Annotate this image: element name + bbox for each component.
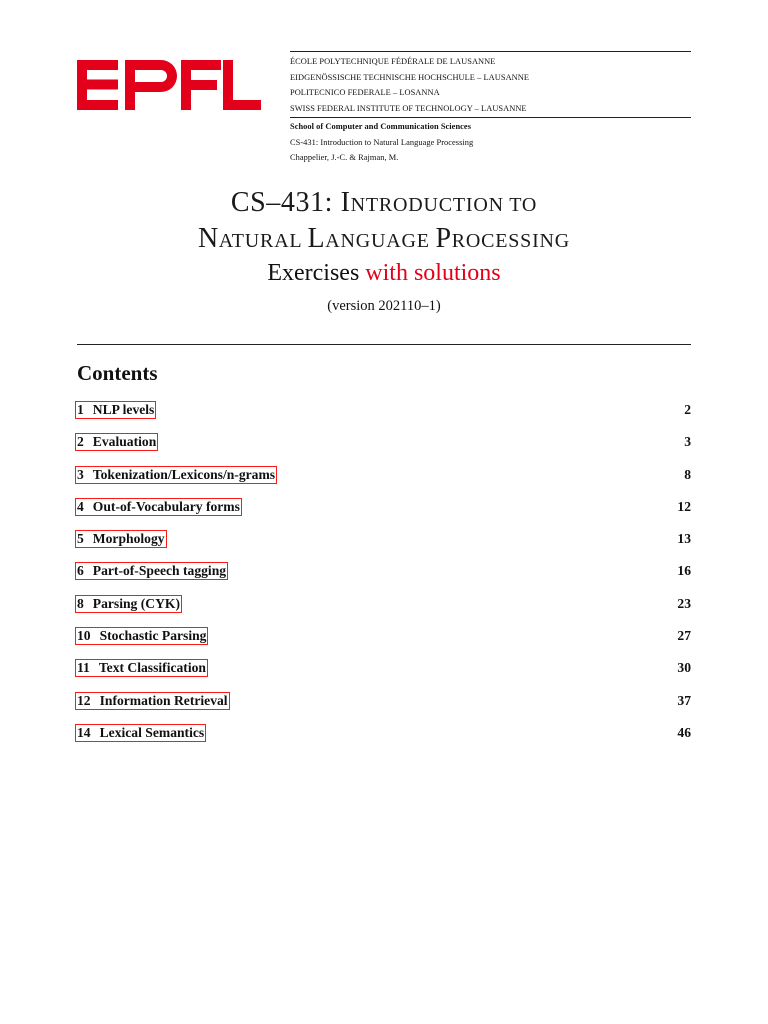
toc-row [75, 626, 691, 658]
institution-line: POLITECNICO FEDERALE – LOSANNA [290, 88, 440, 97]
toc-link-morphology[interactable] [75, 530, 167, 548]
institution-line: ÉCOLE POLYTECHNIQUE FÉDÉRALE DE LAUSANNE [290, 57, 496, 66]
header-mid-rule [290, 117, 691, 118]
toc-page-number: 8 [684, 466, 691, 482]
toc-number: 11 [77, 660, 90, 676]
toc-page-number: 30 [677, 660, 691, 676]
toc-label: Evaluation [92, 434, 157, 450]
toc-page-number: 46 [677, 724, 691, 740]
toc-number: 14 [77, 724, 91, 740]
subtitle-plain: Exercises [267, 260, 360, 286]
toc-number: 3 [77, 466, 84, 482]
toc-link-pos-tagging[interactable] [75, 562, 228, 580]
toc-page-number: 23 [677, 595, 691, 611]
version-label: (version 202110–1) [327, 298, 441, 314]
toc-page-number: 27 [677, 628, 691, 644]
toc-page-number: 3 [684, 434, 691, 450]
title-text-smallcaps: ROCESSING [451, 230, 571, 252]
authors: Chappelier, J.-C. & Rajman, M. [290, 153, 399, 162]
toc-row [75, 400, 691, 432]
toc-page-number: 2 [684, 402, 691, 417]
toc-link-nlp-levels[interactable] [75, 401, 156, 419]
contents-heading: Contents [77, 361, 158, 385]
toc-label: Lexical Semantics [99, 724, 205, 740]
toc-label: Stochastic Parsing [99, 628, 207, 644]
toc-row [75, 723, 691, 755]
toc-row [75, 561, 691, 593]
title-text-smallcaps: ANGUAGE [325, 230, 436, 252]
toc-link-text-classification[interactable] [75, 659, 208, 677]
toc-number: 4 [77, 498, 84, 514]
toc-number: 6 [77, 563, 84, 579]
title-letter: P [435, 223, 452, 254]
toc-page-number: 16 [677, 563, 691, 579]
toc-page-number: 13 [677, 531, 691, 547]
toc-row [75, 529, 691, 561]
epfl-logo [77, 60, 261, 110]
toc-row [75, 691, 691, 723]
title-text-smallcaps: NTRODUCTION TO [350, 194, 538, 216]
school-name: School of Computer and Communication Sciences [290, 122, 471, 131]
subtitle-highlight: with solutions [365, 260, 501, 286]
institution-names [290, 54, 691, 116]
toc-row [75, 465, 691, 497]
toc-row [75, 658, 691, 690]
title-line-2 [0, 222, 768, 258]
toc-link-information-retrieval[interactable] [75, 692, 230, 710]
toc-number: 12 [77, 692, 91, 708]
toc-label: Morphology [92, 531, 165, 547]
table-of-contents [75, 400, 691, 755]
subtitle [0, 258, 768, 288]
toc-link-lexical-semantics[interactable] [75, 724, 206, 742]
toc-row [75, 497, 691, 529]
header-top-rule [290, 51, 691, 52]
title-divider [77, 344, 691, 345]
toc-label: Text Classification [98, 660, 206, 676]
toc-link-oov-forms[interactable] [75, 498, 242, 516]
title-letter: N [197, 223, 219, 254]
title-text-smallcaps: ATURAL [218, 230, 308, 252]
course-info [290, 119, 691, 166]
toc-row [75, 432, 691, 464]
toc-label: Parsing (CYK) [92, 595, 181, 611]
toc-number: 1 [77, 402, 84, 417]
institution-line: SWISS FEDERAL INSTITUTE OF TECHNOLOGY – LAUSANNE [290, 103, 527, 113]
toc-label: Information Retrieval [99, 692, 228, 708]
toc-number: 8 [77, 595, 84, 611]
course-name: CS-431: Introduction to Natural Language Processing [290, 137, 474, 147]
toc-label: Part-of-Speech tagging [92, 563, 227, 579]
title-line-1 [0, 186, 768, 222]
toc-link-tokenization[interactable] [75, 466, 277, 484]
toc-label: Tokenization/Lexicons/n-grams [92, 466, 276, 482]
toc-page-number: 37 [677, 692, 691, 708]
toc-row [75, 594, 691, 626]
toc-number: 10 [77, 628, 91, 644]
title-text: CS–431: I [230, 187, 351, 218]
toc-link-evaluation[interactable] [75, 433, 158, 451]
institution-line: EIDGENÖSSISCHE TECHNISCHE HOCHSCHULE – LAUSANNE [290, 72, 530, 82]
toc-number: 5 [77, 531, 84, 547]
toc-link-stochastic-parsing[interactable] [75, 627, 208, 645]
toc-label: NLP levels [92, 402, 155, 417]
toc-link-parsing-cyk[interactable] [75, 595, 182, 613]
toc-number: 2 [77, 434, 84, 450]
toc-label: Out-of-Vocabulary forms [92, 498, 240, 514]
title-letter: L [307, 223, 326, 254]
toc-page-number: 12 [677, 498, 691, 514]
document-title-block [0, 186, 768, 316]
